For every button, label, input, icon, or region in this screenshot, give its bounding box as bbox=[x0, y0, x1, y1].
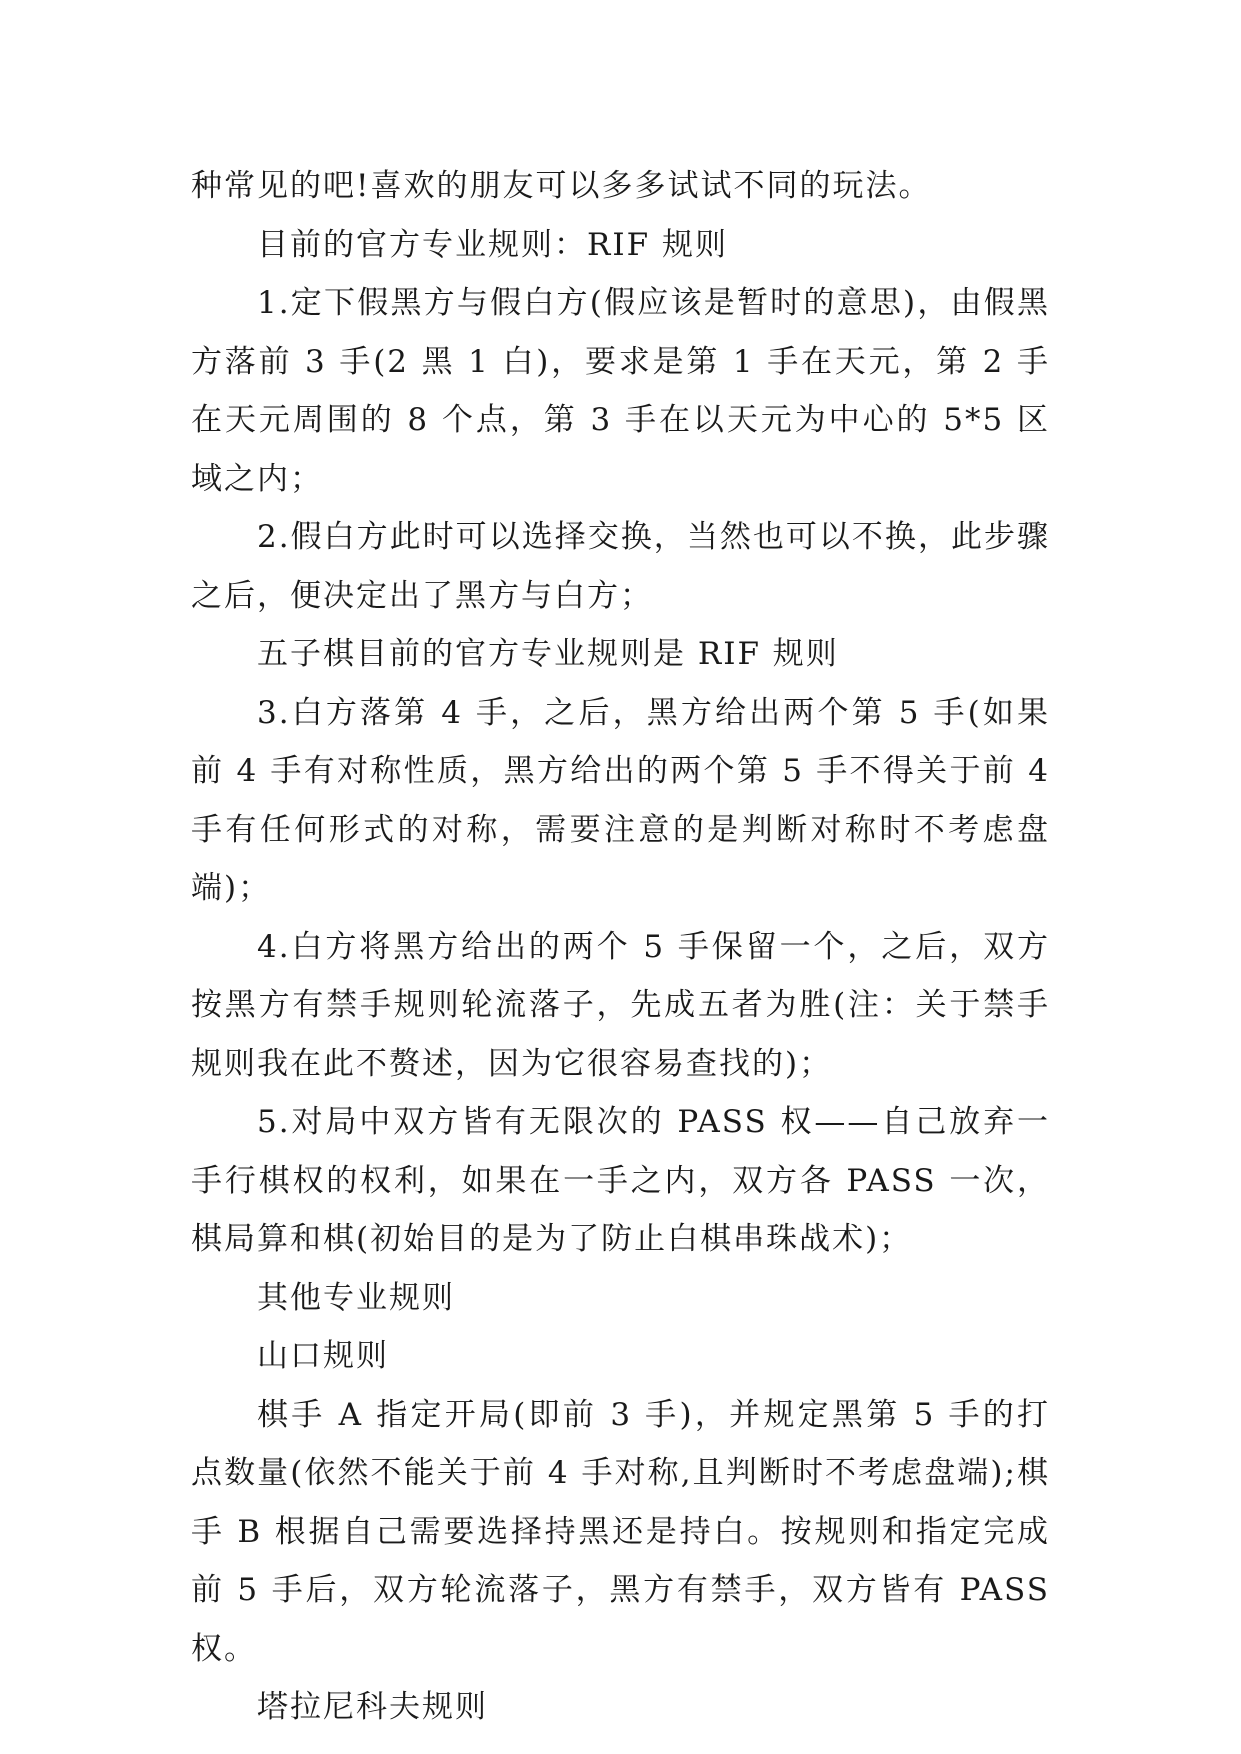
paragraph-other-rules-heading: 其他专业规则 bbox=[257, 1279, 455, 1316]
paragraph-rule-5: 5.对局中双方皆有无限次的 PASS 权——自己放弃一手行棋权的权利，如果在一手之内，双方各 PASS 一次，棋局算和棋(初始目的是为了防止白棋串珠战术)； bbox=[191, 1104, 1050, 1257]
paragraph-rule-4: 4.白方将黑方给出的两个 5 手保留一个，之后，双方按黑方有禁手规则轮流落子，先成五者为胜(注：关于禁手规则我在此不赘述，因为它很容易查找的)； bbox=[191, 928, 1050, 1082]
paragraph-rif-heading: 目前的官方专业规则：RIF 规则 bbox=[257, 226, 728, 263]
paragraph-rif-subheading: 五子棋目前的官方专业规则是 RIF 规则 bbox=[257, 636, 839, 672]
document-body bbox=[191, 157, 1050, 1737]
paragraph-yamaguchi-body: 棋手 A 指定开局(即前 3 手)，并规定黑第 5 手的打点数量(依然不能关于前 4 手对称,且判断时不考虑盘端);棋手 B 根据自己需要选择持黑还是持白。按规则和指定完成前 5 手后，双方轮流落子，黑方有禁手，双方皆有 PASS 权。 bbox=[191, 1396, 1050, 1667]
paragraph-rule-2: 2.假白方此时可以选择交换，当然也可以不换，此步骤之后，便决定出了黑方与白方； bbox=[191, 519, 1050, 614]
paragraph-rule-3: 3.白方落第 4 手，之后，黑方给出两个第 5 手(如果前 4 手有对称性质，黑方给出的两个第 5 手不得关于前 4 手有任何形式的对称，需要注意的是判断对称时不考虑盘端)； bbox=[191, 694, 1050, 906]
paragraph-taranikov-heading: 塔拉尼科夫规则 bbox=[257, 1689, 488, 1725]
paragraph-yamaguchi-heading: 山口规则 bbox=[257, 1338, 389, 1374]
paragraph-intro-continuation: 种常见的吧!喜欢的朋友可以多多试试不同的玩法。 bbox=[191, 168, 932, 204]
paragraph-rule-1: 1.定下假黑方与假白方(假应该是暂时的意思)，由假黑方落前 3 手(2 黑 1 白)，要求是第 1 手在天元，第 2 手在天元周围的 8 个点，第 3 手在以天元为中心的 5*5 区域之内； bbox=[191, 285, 1050, 497]
